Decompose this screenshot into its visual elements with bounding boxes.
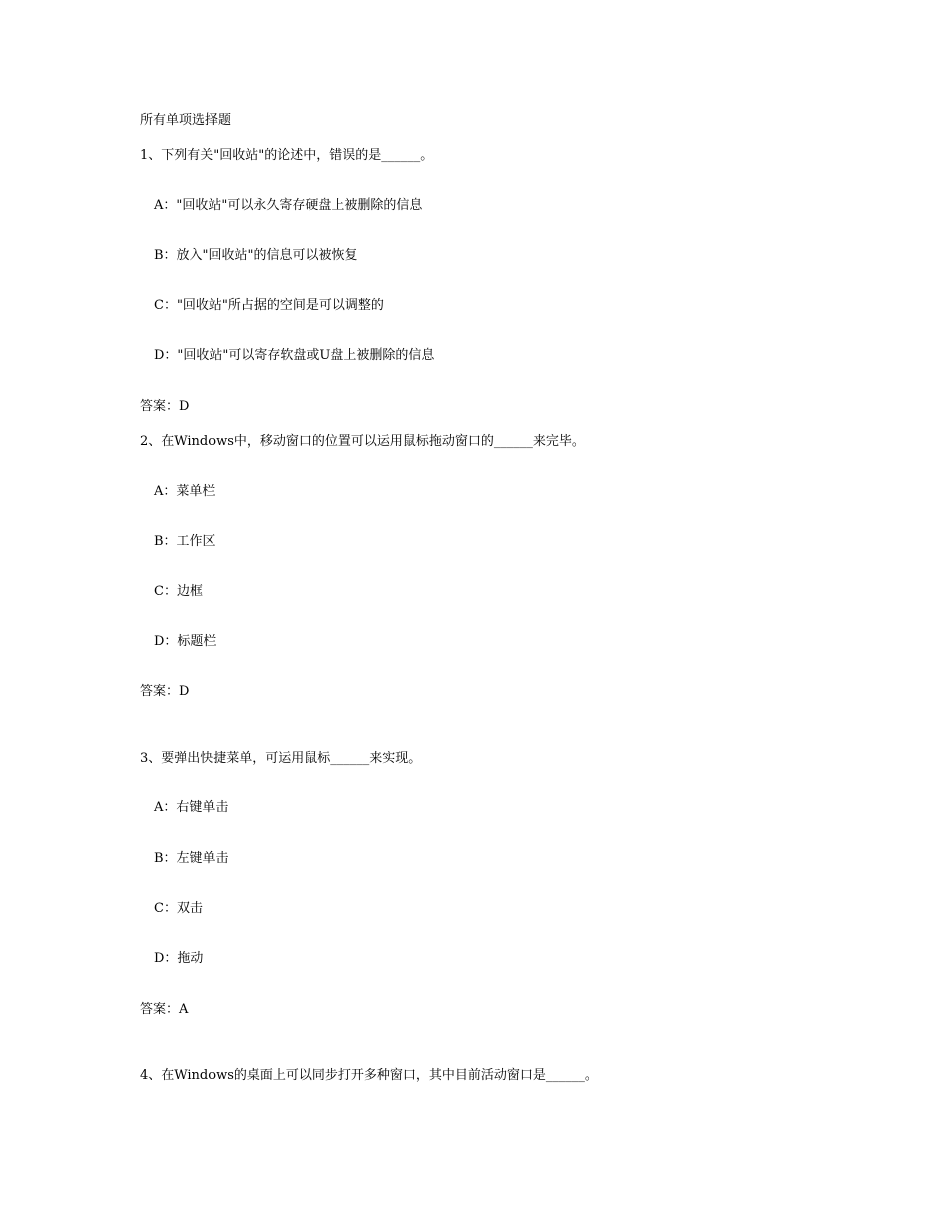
question-4-stem: 4、在Windows的桌面上可以同步打开多种窗口，其中目前活动窗口是______。 <box>140 1068 598 1083</box>
question-1-option-a: A："回收站"可以永久寄存硬盘上被删除的信息 <box>154 198 423 213</box>
question-1-answer: 答案：D <box>140 399 190 414</box>
document-heading: 所有单项选择题 <box>140 113 232 128</box>
question-2-option-c: C：边框 <box>154 584 203 599</box>
question-2-option-a: A：菜单栏 <box>154 484 216 499</box>
question-2-answer: 答案：D <box>140 684 190 699</box>
question-2-option-d: D：标题栏 <box>154 634 217 649</box>
question-3-option-a: A：右键单击 <box>154 800 229 815</box>
question-2-stem: 2、在Windows中，移动窗口的位置可以运用鼠标拖动窗口的______来完毕。 <box>140 434 585 449</box>
question-2-option-b: B：工作区 <box>154 534 216 549</box>
question-1-option-c: C："回收站"所占据的空间是可以调整的 <box>154 298 384 313</box>
question-3-option-c: C：双击 <box>154 901 203 916</box>
question-3-stem: 3、要弹出快捷菜单，可运用鼠标______来实现。 <box>140 751 422 766</box>
question-3-option-d: D：拖动 <box>154 951 204 966</box>
question-1-option-b: B：放入"回收站"的信息可以被恢复 <box>154 248 358 263</box>
question-1-option-d: D："回收站"可以寄存软盘或U盘上被删除的信息 <box>154 348 435 363</box>
question-3-option-b: B：左键单击 <box>154 851 229 866</box>
question-3-answer: 答案：A <box>140 1002 189 1017</box>
question-1-stem: 1、下列有关"回收站"的论述中，错误的是______。 <box>140 148 434 163</box>
